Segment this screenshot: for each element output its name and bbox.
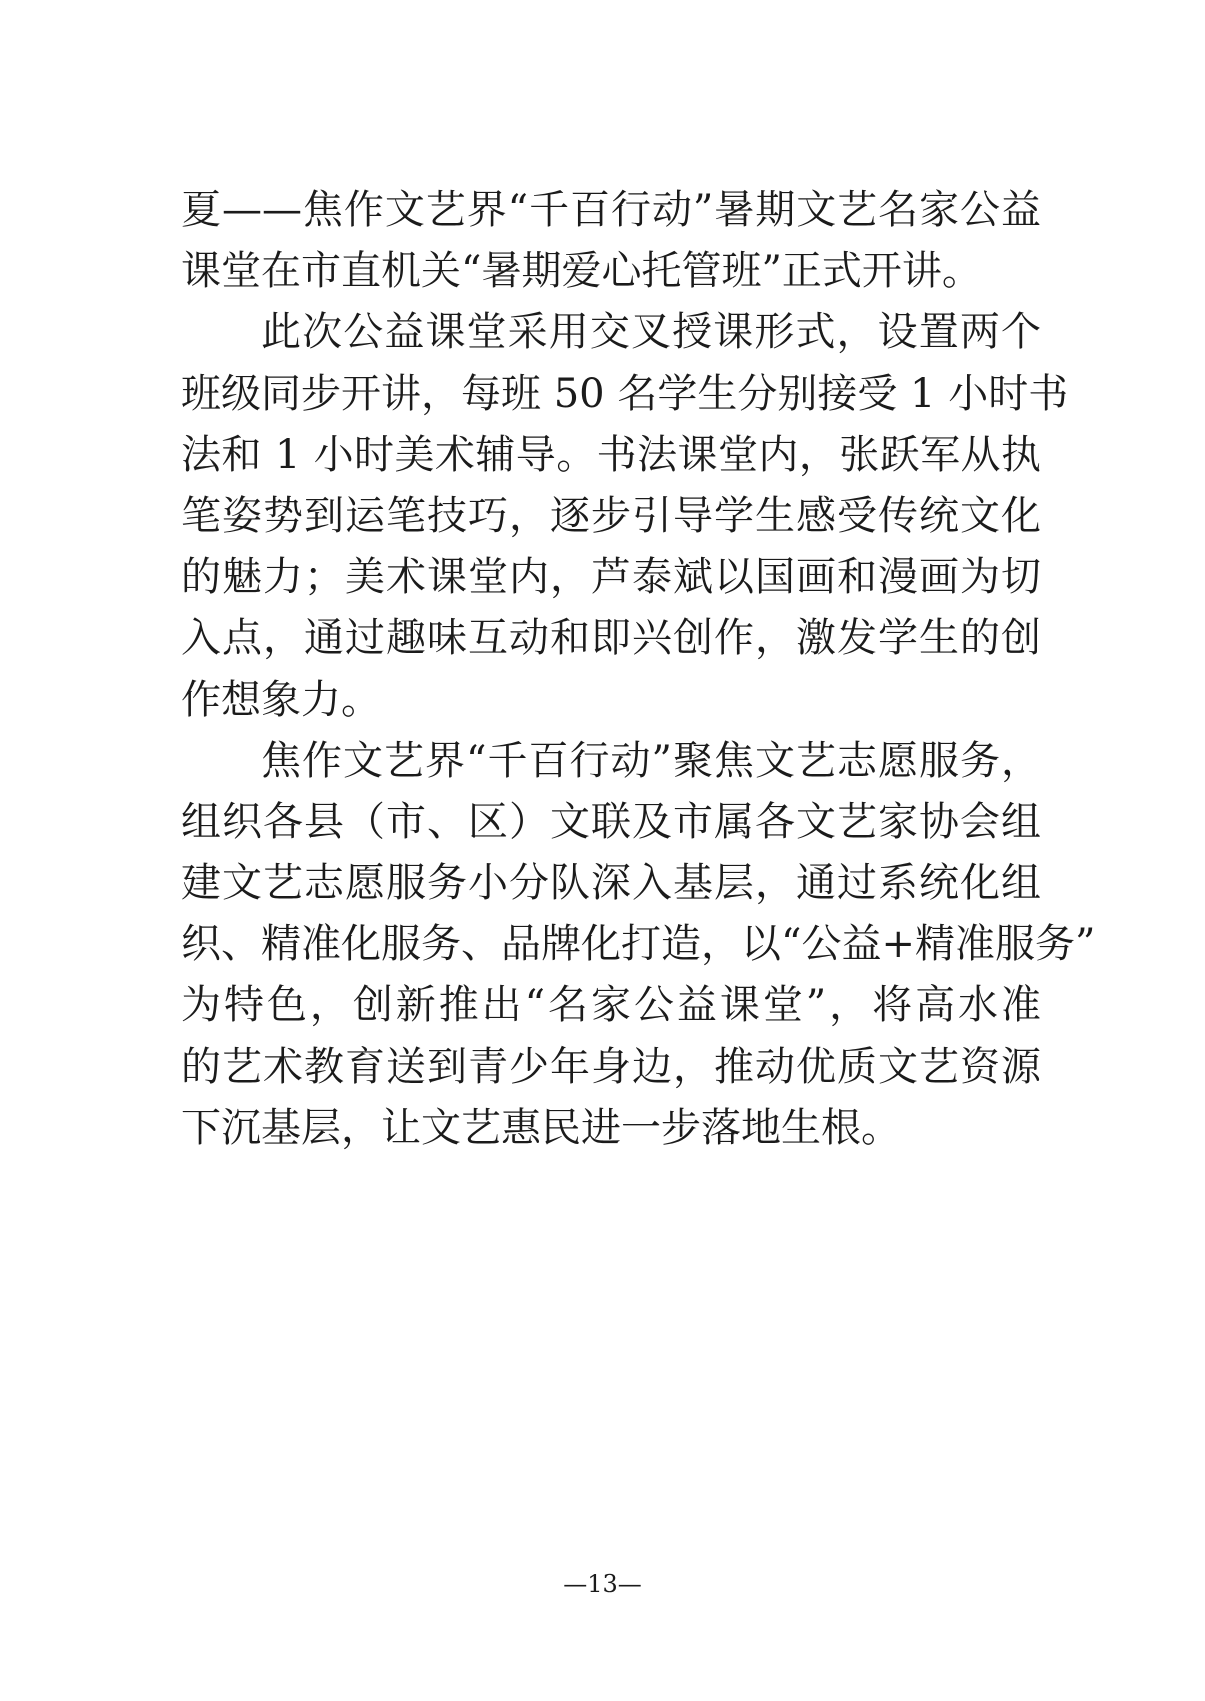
paragraph-line: 建文艺志愿服务小分队深入基层，通过系统化组 [181, 860, 1041, 907]
paragraph-line: 的魅力；美术课堂内，芦泰斌以国画和漫画为切 [181, 554, 1041, 601]
paragraph-line: 作想象力。 [181, 676, 381, 723]
paragraph-line: 笔姿势到运笔技巧，逐步引导学生感受传统文化 [181, 492, 1041, 539]
paragraph-line: 焦作文艺界“千百行动”聚焦文艺志愿服务， [261, 737, 1041, 784]
paragraph-line: 下沉基层，让文艺惠民进一步落地生根。 [181, 1104, 901, 1151]
page-number: —13— [563, 1570, 642, 1598]
paragraph-line: 织、精准化服务、品牌化打造，以“公益+精准服务” [181, 921, 1096, 968]
paragraph-line: 入点，通过趣味互动和即兴创作，激发学生的创 [181, 615, 1041, 662]
paragraph-line: 夏——焦作文艺界“千百行动”暑期文艺名家公益 [181, 187, 1041, 233]
paragraph-line: 班级同步开讲，每班 50 名学生分别接受 1 小时书 [181, 370, 1069, 417]
body-text [181, 180, 1096, 1159]
paragraph-line: 的艺术教育送到青少年身边，推动优质文艺资源 [181, 1043, 1041, 1090]
paragraph-line: 法和 1 小时美术辅导。书法课堂内，张跃军从执 [181, 431, 1041, 478]
paragraph-line: 课堂在市直机关“暑期爱心托管班”正式开讲。 [181, 248, 982, 295]
paragraph-line: 为特色，创新推出“名家公益课堂”，将高水准 [181, 982, 1041, 1029]
paragraph-line: 此次公益课堂采用交叉授课形式，设置两个 [261, 309, 1041, 356]
paragraph-line: 组织各县（市、区）文联及市属各文艺家协会组 [181, 798, 1041, 845]
